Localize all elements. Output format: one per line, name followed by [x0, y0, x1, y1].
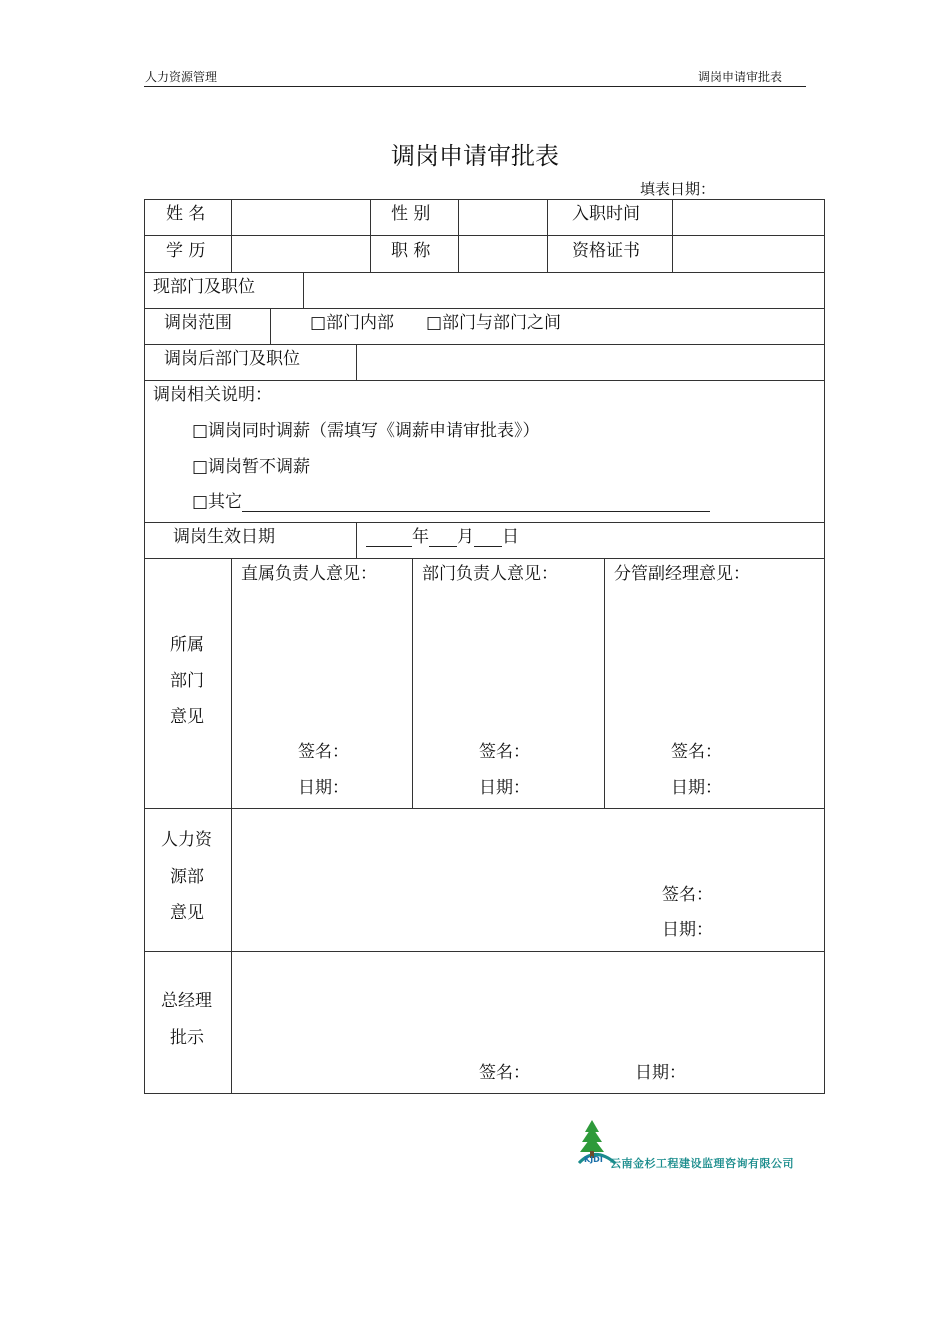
signature-label: 签名： [671, 742, 722, 762]
gender-label: 性 别 [391, 204, 431, 224]
day-text: 日 [502, 527, 519, 547]
name-label: 姓 名 [166, 204, 206, 224]
signature-label: 签名： [298, 742, 349, 762]
hr-opinion-label-1: 人力资 [161, 830, 212, 850]
header-right: 调岗申请审批表 [698, 70, 783, 84]
scope-option-internal[interactable]: □部门内部 [310, 313, 395, 333]
notes-label: 调岗相关说明： [153, 385, 272, 405]
company-name: 云南金杉工程建设监理咨询有限公司 [610, 1157, 794, 1170]
dept-opinion-label-3: 意见 [170, 707, 204, 727]
hr-opinion-label-3: 意见 [170, 903, 204, 923]
fill-date-label: 填表日期： [640, 180, 716, 198]
gm-label-2: 批示 [170, 1028, 204, 1048]
scope-option-interdept[interactable]: □部门与部门之间 [426, 313, 562, 333]
notes-option-no-salary[interactable]: □调岗暂不调薪 [192, 457, 311, 477]
new-dept-label: 调岗后部门及职位 [164, 349, 300, 369]
certificate-label: 资格证书 [572, 241, 640, 261]
gm-signature-label: 签名： [479, 1063, 530, 1083]
current-dept-label: 现部门及职位 [153, 277, 255, 297]
notes-option-other[interactable] [192, 492, 710, 512]
title-label: 职 称 [391, 241, 431, 261]
gm-date-label: 日期： [635, 1063, 686, 1083]
page-title: 调岗申请审批表 [391, 142, 559, 170]
approval-form-table [144, 199, 824, 1093]
logo-badge-text: KJDI [584, 1155, 603, 1164]
dept-head-opinion-label: 部门负责人意见： [422, 564, 558, 584]
hr-signature-label: 签名： [662, 885, 713, 905]
date-label: 日期： [671, 778, 722, 798]
deputy-manager-opinion-label: 分管副经理意见： [614, 564, 750, 584]
direct-supervisor-opinion-label: 直属负责人意见： [241, 564, 377, 584]
signature-label: 签名： [479, 742, 530, 762]
hr-opinion-label-2: 源部 [170, 867, 204, 887]
gm-label-1: 总经理 [161, 991, 212, 1011]
education-label: 学 历 [166, 241, 206, 261]
notes-option-adjust-salary[interactable]: □调岗同时调薪（需填写《调薪申请审批表》） [192, 421, 540, 441]
hire-date-label: 入职时间 [572, 204, 640, 224]
notes-other-line[interactable] [242, 493, 710, 512]
header-left: 人力资源管理 [145, 70, 218, 84]
notes-option-other-label: □其它 [192, 492, 243, 512]
hr-date-label: 日期： [662, 920, 713, 940]
date-label: 日期： [479, 778, 530, 798]
scope-label: 调岗范围 [164, 313, 232, 333]
dept-opinion-label-2: 部门 [170, 671, 204, 691]
effective-date-label: 调岗生效日期 [173, 527, 275, 547]
date-label: 日期： [298, 778, 349, 798]
dept-opinion-label-1: 所属 [170, 635, 204, 655]
year-text: 年 [412, 527, 429, 547]
month-text: 月 [457, 527, 474, 547]
header-divider [144, 86, 806, 87]
effective-date-field[interactable] [366, 527, 519, 547]
